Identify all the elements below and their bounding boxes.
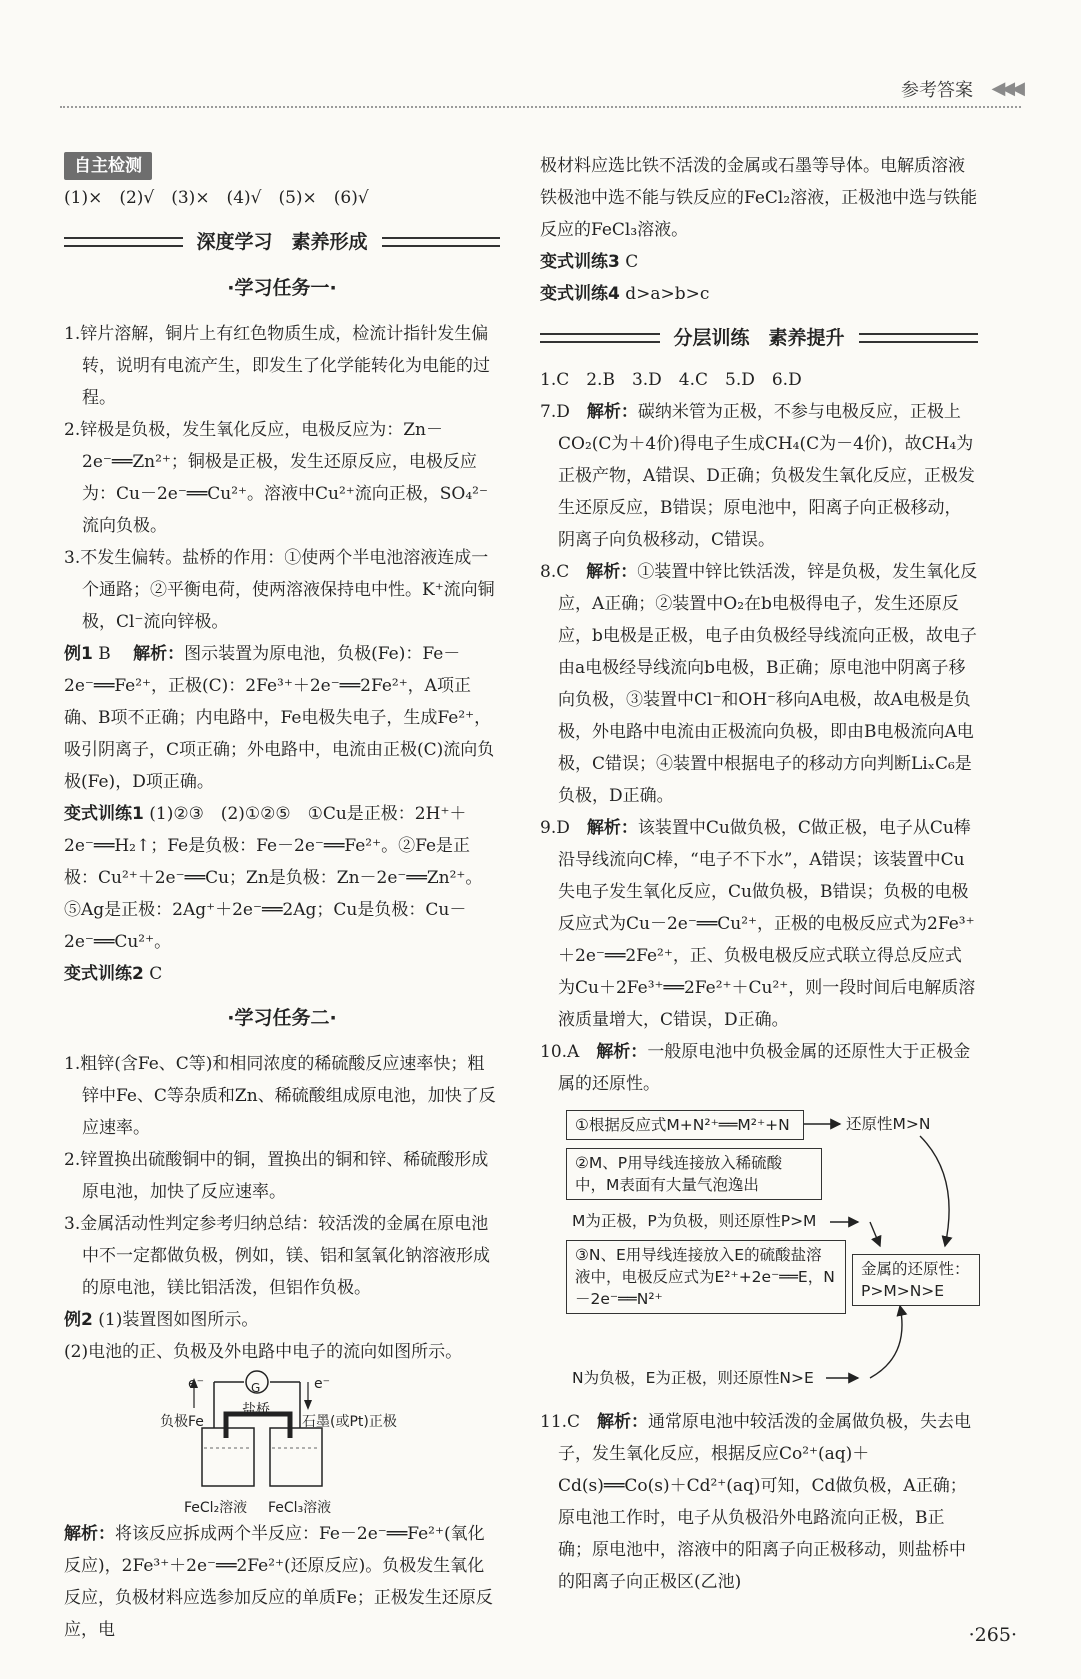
variant-training-1 xyxy=(64,798,500,958)
variant-label: 变式训练1 xyxy=(64,804,144,824)
electron-label: e⁻ xyxy=(188,1376,205,1392)
question-number: 10.A xyxy=(540,1042,580,1062)
electron-label: e⁻ xyxy=(314,1376,331,1392)
salt-bridge-label: 盐桥 xyxy=(242,1402,270,1418)
flow-result-2: M为正极，P为负极，则还原性P>M xyxy=(572,1212,817,1230)
analysis-label: 解析： xyxy=(596,1042,648,1062)
section-heading-deep-learning xyxy=(64,224,500,260)
chevron-left-icon: ◀◀◀ xyxy=(991,78,1021,99)
variant-label: 变式训练4 xyxy=(540,284,620,304)
example-line: (1)装置图如图所示。 xyxy=(98,1310,259,1330)
question-7 xyxy=(540,396,978,556)
example-1 xyxy=(64,638,500,798)
flow-step-3: ③N、E用导线连接放入E的硫酸盐溶液中，电极反应式为E²⁺+2e⁻══E，N－2e⁻══N²⁺ xyxy=(566,1240,846,1314)
analysis-label: 解析： xyxy=(64,1524,115,1544)
variant-label: 变式训练3 xyxy=(540,252,620,272)
analysis-text: 该装置中Cu做负极，C做正极，电子从Cu棒沿导线流向C棒，“电子不下水”，A错误；该装置中Cu失电子发生氧化反应，Cu做负极，B错误；负极的电极反应式为Cu－2e⁻══Cu²⁺，正极的电极反应式为2Fe³⁺＋2e⁻══2Fe²⁺，正、负极电极反应式联立得总反应式为Cu＋2Fe³⁺══2Fe²⁺＋Cu²⁺，则一段时间后电解质溶液质量增大，C错误，D正确。 xyxy=(558,818,976,1030)
page-header xyxy=(60,74,1021,110)
variant-training-4 xyxy=(540,278,978,310)
question-number: 7.D xyxy=(540,402,570,422)
analysis-label: 解析： xyxy=(586,402,638,422)
analysis-text: ①装置中锌比铁活泼，锌是负极，发生氧化反应，A正确；②装置中O₂在b电极得电子，发生还原反应，b电极是正极，电子由负极经导线流向正极，故电子由a电极经导线流向b电极，B正确；原电池中阴离子移向负极，③装置中Cl⁻和OH⁻移向A电极，故A电极是负极，外电路中电流由正极流向负极，即由B电极流向A电极，C错误；④装置中根据电子的移动方向判断LiₓC₆是负极，D正确。 xyxy=(558,562,978,806)
question-number: 11.C xyxy=(540,1412,581,1432)
left-column xyxy=(64,150,500,1646)
solution-label-left: FeCl₂溶液 xyxy=(184,1500,248,1516)
task-title: ·学习任务二· xyxy=(227,1007,337,1029)
header-divider xyxy=(60,106,1021,108)
question-11 xyxy=(540,1406,978,1598)
analysis-label: 解析： xyxy=(586,562,638,582)
example-label: 例1 xyxy=(64,644,93,664)
continued-text: 极材料应选比铁不活泼的金属或石墨等导体。电解质溶液铁极池中选不能与铁反应的FeCl₂溶液，正极池中选与铁能反应的FeCl₃溶液。 xyxy=(540,156,978,240)
list-item: 3.不发生偏转。盐桥的作用：①使两个半电池溶液连成一个通路；②平衡电荷，使两溶液保持电中性。K⁺流向铜极，Cl⁻流向锌极。 xyxy=(64,548,495,632)
example-label: 例2 xyxy=(64,1310,93,1330)
self-check-answers: (1)× (2)√ (3)× (4)√ (5)× (6)√ xyxy=(64,188,369,208)
page-number: ·265· xyxy=(968,1624,1017,1646)
heading-rule-right xyxy=(859,333,979,343)
heading-rule-left xyxy=(64,237,183,247)
heading-rule-left xyxy=(540,333,660,343)
task-title: ·学习任务一· xyxy=(227,277,337,299)
variant-label: 变式训练2 xyxy=(64,964,144,984)
variant-training-3 xyxy=(540,246,978,278)
example-answer: B xyxy=(98,644,128,664)
analysis-text: 一般原电池中负极金属的还原性大于正极金属的还原性。 xyxy=(558,1042,971,1094)
analysis-label: 解析： xyxy=(133,644,185,664)
section-title: 分层训练 素养提升 xyxy=(673,327,845,349)
flow-conclusion: 金属的还原性：P>M>N>E xyxy=(852,1254,980,1306)
flow-step-2: ②M、P用导线连接放入稀硫酸中，M表面有大量气泡逸出 xyxy=(566,1148,822,1200)
negative-electrode-label: 负极Fe xyxy=(160,1414,204,1430)
question-9 xyxy=(540,812,978,1036)
section-title: 深度学习 素养形成 xyxy=(196,231,368,253)
question-number: 8.C xyxy=(540,562,570,582)
example-line: (2)电池的正、负极及外电路中电子的流向如图所示。 xyxy=(64,1342,463,1362)
variant-text: C xyxy=(625,252,639,272)
list-item: 3.金属活动性判定参考归纳总结：较活泼的金属在原电池中不一定都做负极，例如，镁、铝和氢氧化钠溶液形成的原电池，镁比铝活泼，但铝作负极。 xyxy=(64,1214,490,1298)
analysis-text: 将该反应拆成两个半反应：Fe－2e⁻══Fe²⁺(氧化反应)，2Fe³⁺＋2e⁻══2Fe²⁺(还原反应)。负极发生氧化反应，负极材料应选参加反应的单质Fe；正极发生还原反应，电 xyxy=(64,1524,493,1640)
flow-step-1: ①根据反应式M+N²⁺══M²⁺+N xyxy=(566,1110,804,1140)
galvanometer-label: G xyxy=(251,1381,261,1395)
flow-result-1: 还原性M>N xyxy=(846,1115,931,1133)
question-8 xyxy=(540,556,978,812)
variant-text: C xyxy=(149,964,163,984)
positive-electrode-label: 石墨(或Pt)正极 xyxy=(302,1414,397,1430)
list-item: 1.粗锌(含Fe、C等)和相同浓度的稀硫酸反应速率快；粗锌中Fe、C等杂质和Zn、稀硫酸组成原电池，加快了反应速率。 xyxy=(64,1054,496,1138)
header-title: 参考答案 xyxy=(901,80,973,101)
section-heading-layered-training xyxy=(540,320,978,356)
reducibility-flowchart xyxy=(540,1106,978,1406)
list-item: 1.锌片溶解，铜片上有红色物质生成，检流计指针发生偏转，说明有电流产生，即发生了化学能转化为电能的过程。 xyxy=(64,324,490,408)
question-10 xyxy=(540,1036,978,1100)
analysis-text: 碳纳米管为正极，不参与电极反应，正极上CO₂(C为＋4价)得电子生成CH₄(C为－4价)，故CH₄为正极产物，A错误、D正确；负极发生氧化反应，正极发生还原反应，B错误；原电池中，阳离子向正极移动，阴离子向负极移动，C错误。 xyxy=(558,402,975,550)
variant-text: (1)②③ (2)①②⑤ ①Cu是正极：2H⁺＋2e⁻══H₂↑；Fe是负极：Fe－2e⁻══Fe²⁺。②Fe是正极：Cu²⁺＋2e⁻══Cu；Zn是负极：Zn－2e⁻══Zn²⁺。⑤Ag是正极：2Ag⁺＋2e⁻══2Ag；Cu是负极：Cu－2e⁻══Cu²⁺。 xyxy=(64,804,483,952)
analysis-text: 图示装置为原电池，负极(Fe)：Fe－2e⁻══Fe²⁺，正极(C)：2Fe³⁺＋2e⁻══2Fe²⁺，A项正确、B项不正确；内电路中，Fe电极失电子，生成Fe²⁺，吸引阴离子，C项正确；外电路中，电流由正极(C)流向负极(Fe)，D项正确。 xyxy=(64,644,495,792)
flow-result-3: N为负极，E为正极，则还原性N>E xyxy=(572,1369,814,1387)
solution-label-right: FeCl₃溶液 xyxy=(268,1500,332,1516)
question-number: 9.D xyxy=(540,818,570,838)
galvanic-cell-diagram xyxy=(64,1368,500,1518)
example-2-analysis xyxy=(64,1518,500,1646)
heading-rule-right xyxy=(382,237,501,247)
list-item: 2.锌极是负极，发生氧化反应，电极反应为：Zn－2e⁻══Zn²⁺；铜极是正极，发生还原反应，电极反应为：Cu－2e⁻══Cu²⁺。溶液中Cu²⁺流向正极，SO₄²⁻流向负极。 xyxy=(64,420,488,536)
right-column xyxy=(540,150,978,1598)
self-check-tag: 自主检测 xyxy=(64,152,152,180)
variant-text: d>a>b>c xyxy=(625,284,710,304)
variant-training-2 xyxy=(64,958,500,990)
analysis-label: 解析： xyxy=(597,1412,649,1432)
analysis-text: 通常原电池中较活泼的金属做负极，失去电子，发生氧化反应，根据反应Co²⁺(aq)＋Cd(s)══Co(s)＋Cd²⁺(aq)可知，Cd做负极，A正确；原电池工作时，电子从负极沿外电路流向正极，B正确；原电池中，溶液中的阳离子向正极移动，则盐桥中的阳离子向正极区(乙池) xyxy=(558,1412,972,1592)
analysis-label: 解析： xyxy=(586,818,638,838)
example-2 xyxy=(64,1304,500,1336)
answers-1-6: 1.C 2.B 3.D 4.C 5.D 6.D xyxy=(540,370,802,390)
list-item: 2.锌置换出硫酸铜中的铜，置换出的铜和锌、稀硫酸形成原电池，加快了反应速率。 xyxy=(64,1150,489,1202)
